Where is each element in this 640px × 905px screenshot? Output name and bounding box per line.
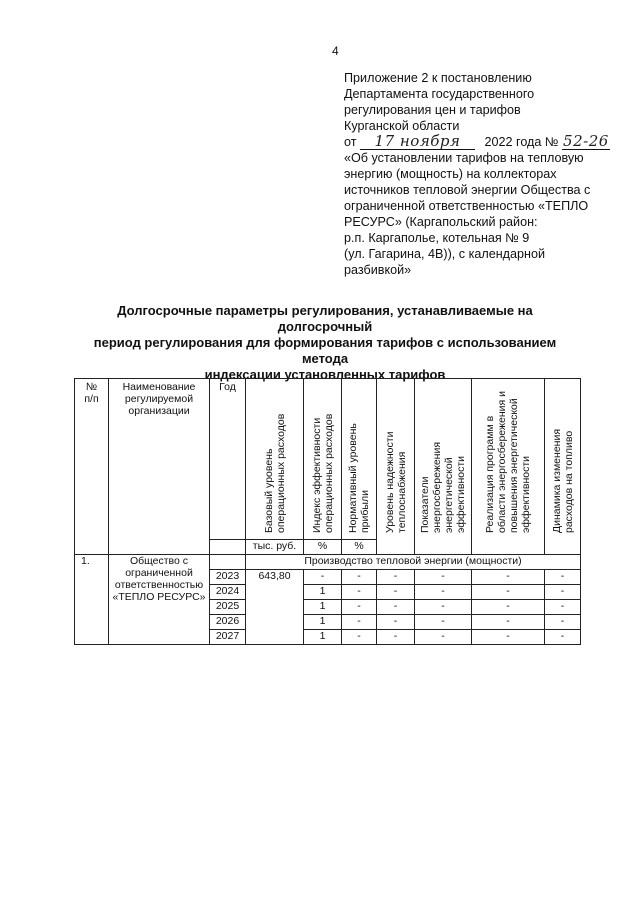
unit-base: тыс. руб. (246, 540, 304, 555)
profit-cell: - (342, 585, 377, 600)
header-base: Базовый уровень операционных расходов (246, 379, 304, 540)
programs-cell: - (472, 630, 545, 645)
fuel-cell: - (545, 585, 581, 600)
header-energy: Показатели энергосбережения энергетической эффективности (415, 379, 472, 555)
index-cell: 1 (304, 615, 342, 630)
org-name: Общество с ограниченной ответственностью «ТЕПЛО РЕСУРС» (109, 555, 210, 645)
header-reliability: Уровень надежности теплоснабжения (377, 379, 415, 555)
table-header-row (75, 379, 581, 540)
energy-cell: - (415, 630, 472, 645)
section-title: Производство тепловой энергии (мощности) (246, 555, 581, 570)
header-profit: Нормативный уровень прибыли (342, 379, 377, 540)
year-cell: 2025 (210, 600, 246, 615)
programs-cell: - (472, 570, 545, 585)
page-number: 4 (332, 44, 339, 58)
reliability-cell: - (377, 585, 415, 600)
fuel-cell: - (545, 570, 581, 585)
year-cell: 2027 (210, 630, 246, 645)
row-number: 1. (75, 555, 109, 645)
date-prefix: от (344, 135, 357, 149)
energy-cell: - (415, 570, 472, 585)
header-org: Наименование регулируемой организации (109, 379, 210, 555)
header-index: Индекс эффективности операционных расходов (304, 379, 342, 540)
appendix-line: Курганской области (344, 119, 460, 133)
energy-cell: - (415, 600, 472, 615)
date-handwritten: 17 ноября (360, 135, 475, 150)
subject-line: ограниченной ответственностью «ТЕПЛО (344, 199, 589, 213)
title-line: Долгосрочные параметры регулирования, устанавливаемые на долгосрочный (117, 303, 533, 334)
reliability-cell: - (377, 630, 415, 645)
reliability-cell: - (377, 615, 415, 630)
subject-line: энергию (мощность) на коллекторах (344, 167, 557, 181)
appendix-line: Департамента государственного (344, 87, 535, 101)
subject-line: РЕСУРС» (Каргапольский район: (344, 215, 538, 229)
profit-cell: - (342, 615, 377, 630)
energy-cell: - (415, 585, 472, 600)
header-year: Год (210, 379, 246, 540)
base-value: 643,80 (246, 570, 304, 645)
number-handwritten: 52-26 (563, 132, 609, 150)
subject-line: источников тепловой энергии Общества с (344, 183, 591, 197)
programs-cell: - (472, 585, 545, 600)
programs-cell: - (472, 615, 545, 630)
index-cell: 1 (304, 585, 342, 600)
profit-cell: - (342, 600, 377, 615)
unit-index: % (304, 540, 342, 555)
fuel-cell: - (545, 600, 581, 615)
header-programs: Реализация программ в области энергосбережения и повышения энергетической эффективности (472, 379, 545, 555)
section-year-cell (210, 555, 246, 570)
reliability-cell: - (377, 570, 415, 585)
index-cell: 1 (304, 600, 342, 615)
profit-cell: - (342, 570, 377, 585)
appendix-line: регулирования цен и тарифов (344, 103, 521, 117)
year-text: 2022 года № (484, 135, 559, 149)
title-line: индексации установленных тарифов (204, 367, 446, 382)
parameters-table (74, 378, 581, 645)
fuel-cell: - (545, 615, 581, 630)
title-line: период регулирования для формирования тарифов с использованием метода (93, 335, 557, 366)
appendix-date-line (344, 134, 614, 150)
energy-cell: - (415, 615, 472, 630)
index-cell: - (304, 570, 342, 585)
fuel-cell: - (545, 630, 581, 645)
year-cell: 2023 (210, 570, 246, 585)
unit-profit: % (342, 540, 377, 555)
document-title (70, 303, 580, 383)
header-num: № п/п (75, 379, 109, 555)
year-cell: 2024 (210, 585, 246, 600)
index-cell: 1 (304, 630, 342, 645)
section-row (75, 555, 581, 570)
subject-line: «Об установлении тарифов на тепловую (344, 151, 584, 165)
unit-year (210, 540, 246, 555)
subject-line: р.п. Каргаполье, котельная № 9 (344, 231, 530, 245)
programs-cell: - (472, 600, 545, 615)
header-fuel: Динамика изменения расходов на топливо (545, 379, 581, 555)
profit-cell: - (342, 630, 377, 645)
reliability-cell: - (377, 600, 415, 615)
subject-line: (ул. Гагарина, 4В)), с календарной (344, 247, 546, 261)
appendix-block (344, 70, 614, 278)
subject-line: разбивкой» (344, 263, 412, 277)
year-cell: 2026 (210, 615, 246, 630)
appendix-line: Приложение 2 к постановлению (344, 71, 532, 85)
